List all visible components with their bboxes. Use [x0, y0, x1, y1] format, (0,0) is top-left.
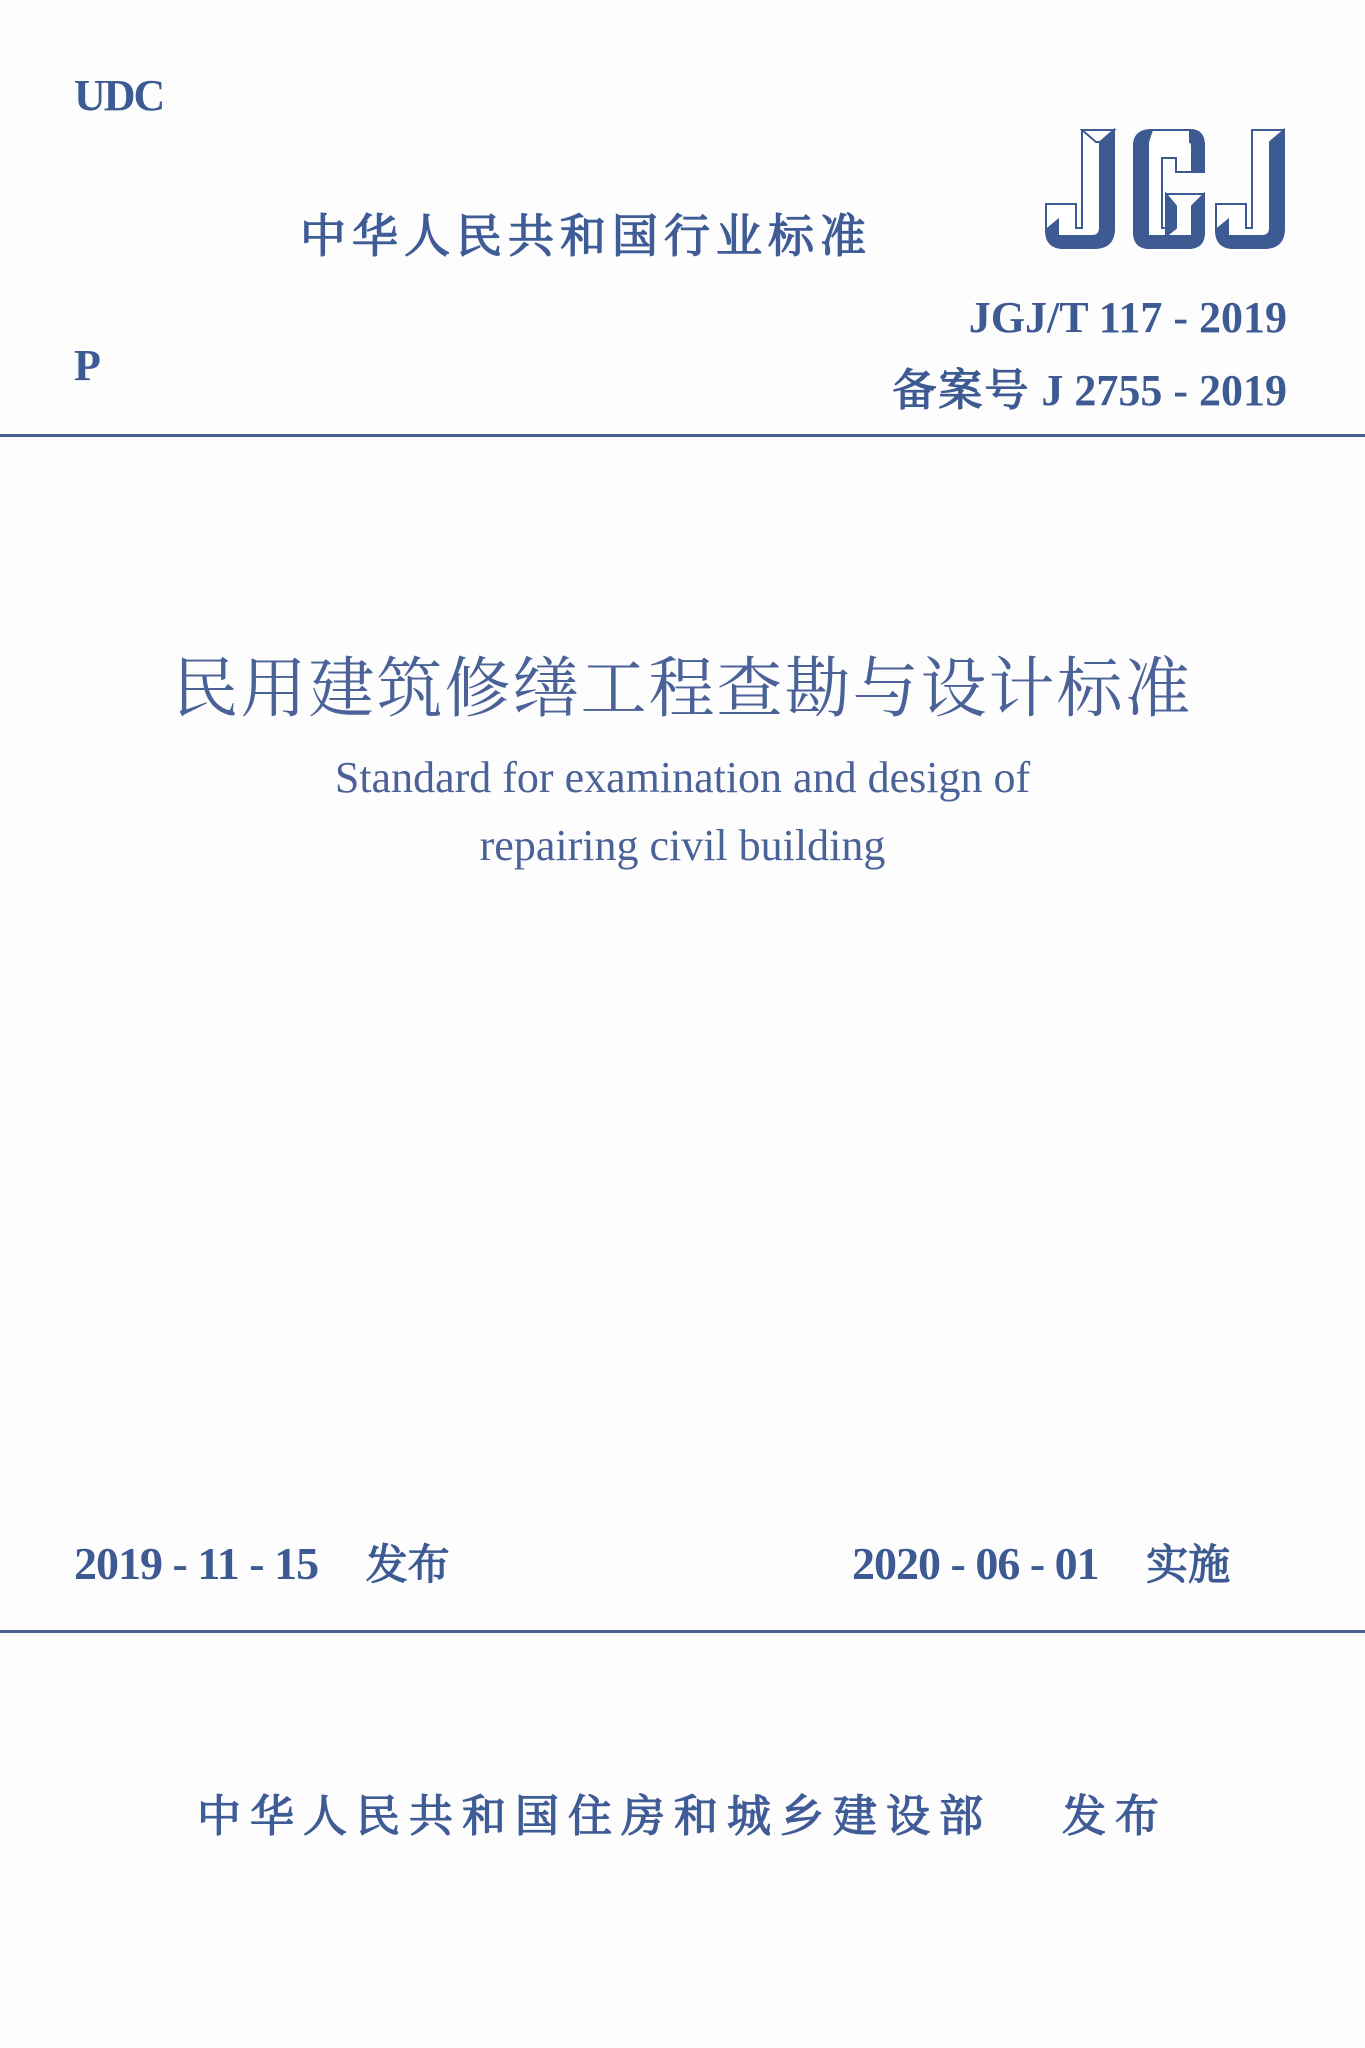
publisher-action: 发布 [1062, 1791, 1168, 1842]
issue-label: 发布 [365, 1540, 450, 1589]
series-title: 中华人民共和国行业标准 [300, 209, 872, 263]
jgj-logo-icon [1042, 128, 1290, 252]
bottom-divider [0, 1630, 1365, 1633]
effective-date: 2020 - 06 - 01 [852, 1538, 1099, 1589]
standard-number: JGJ/T 117 - 2019 [968, 293, 1287, 342]
top-divider [0, 434, 1365, 437]
title-english-line-2: repairing civil building [479, 821, 886, 870]
publisher-line [0, 1780, 1365, 1844]
record-prefix: 备案号 [892, 365, 1031, 416]
issue-date: 2019 - 11 - 15 [74, 1538, 319, 1589]
classification-label: P [74, 341, 101, 390]
issue-date-line [74, 1532, 450, 1592]
title-chinese: 民用建筑修缮工程查勘与设计标准 [172, 650, 1193, 727]
effective-date-line [852, 1532, 1230, 1592]
effective-label: 实施 [1146, 1540, 1231, 1589]
udc-label: UDC [74, 71, 164, 120]
title-english-line-1: Standard for examination and design of [334, 753, 1031, 802]
publisher-name: 中华人民共和国住房和城乡建设部 [197, 1791, 992, 1842]
record-number-line [892, 354, 1287, 418]
record-number: J 2755 - 2019 [1041, 366, 1287, 415]
